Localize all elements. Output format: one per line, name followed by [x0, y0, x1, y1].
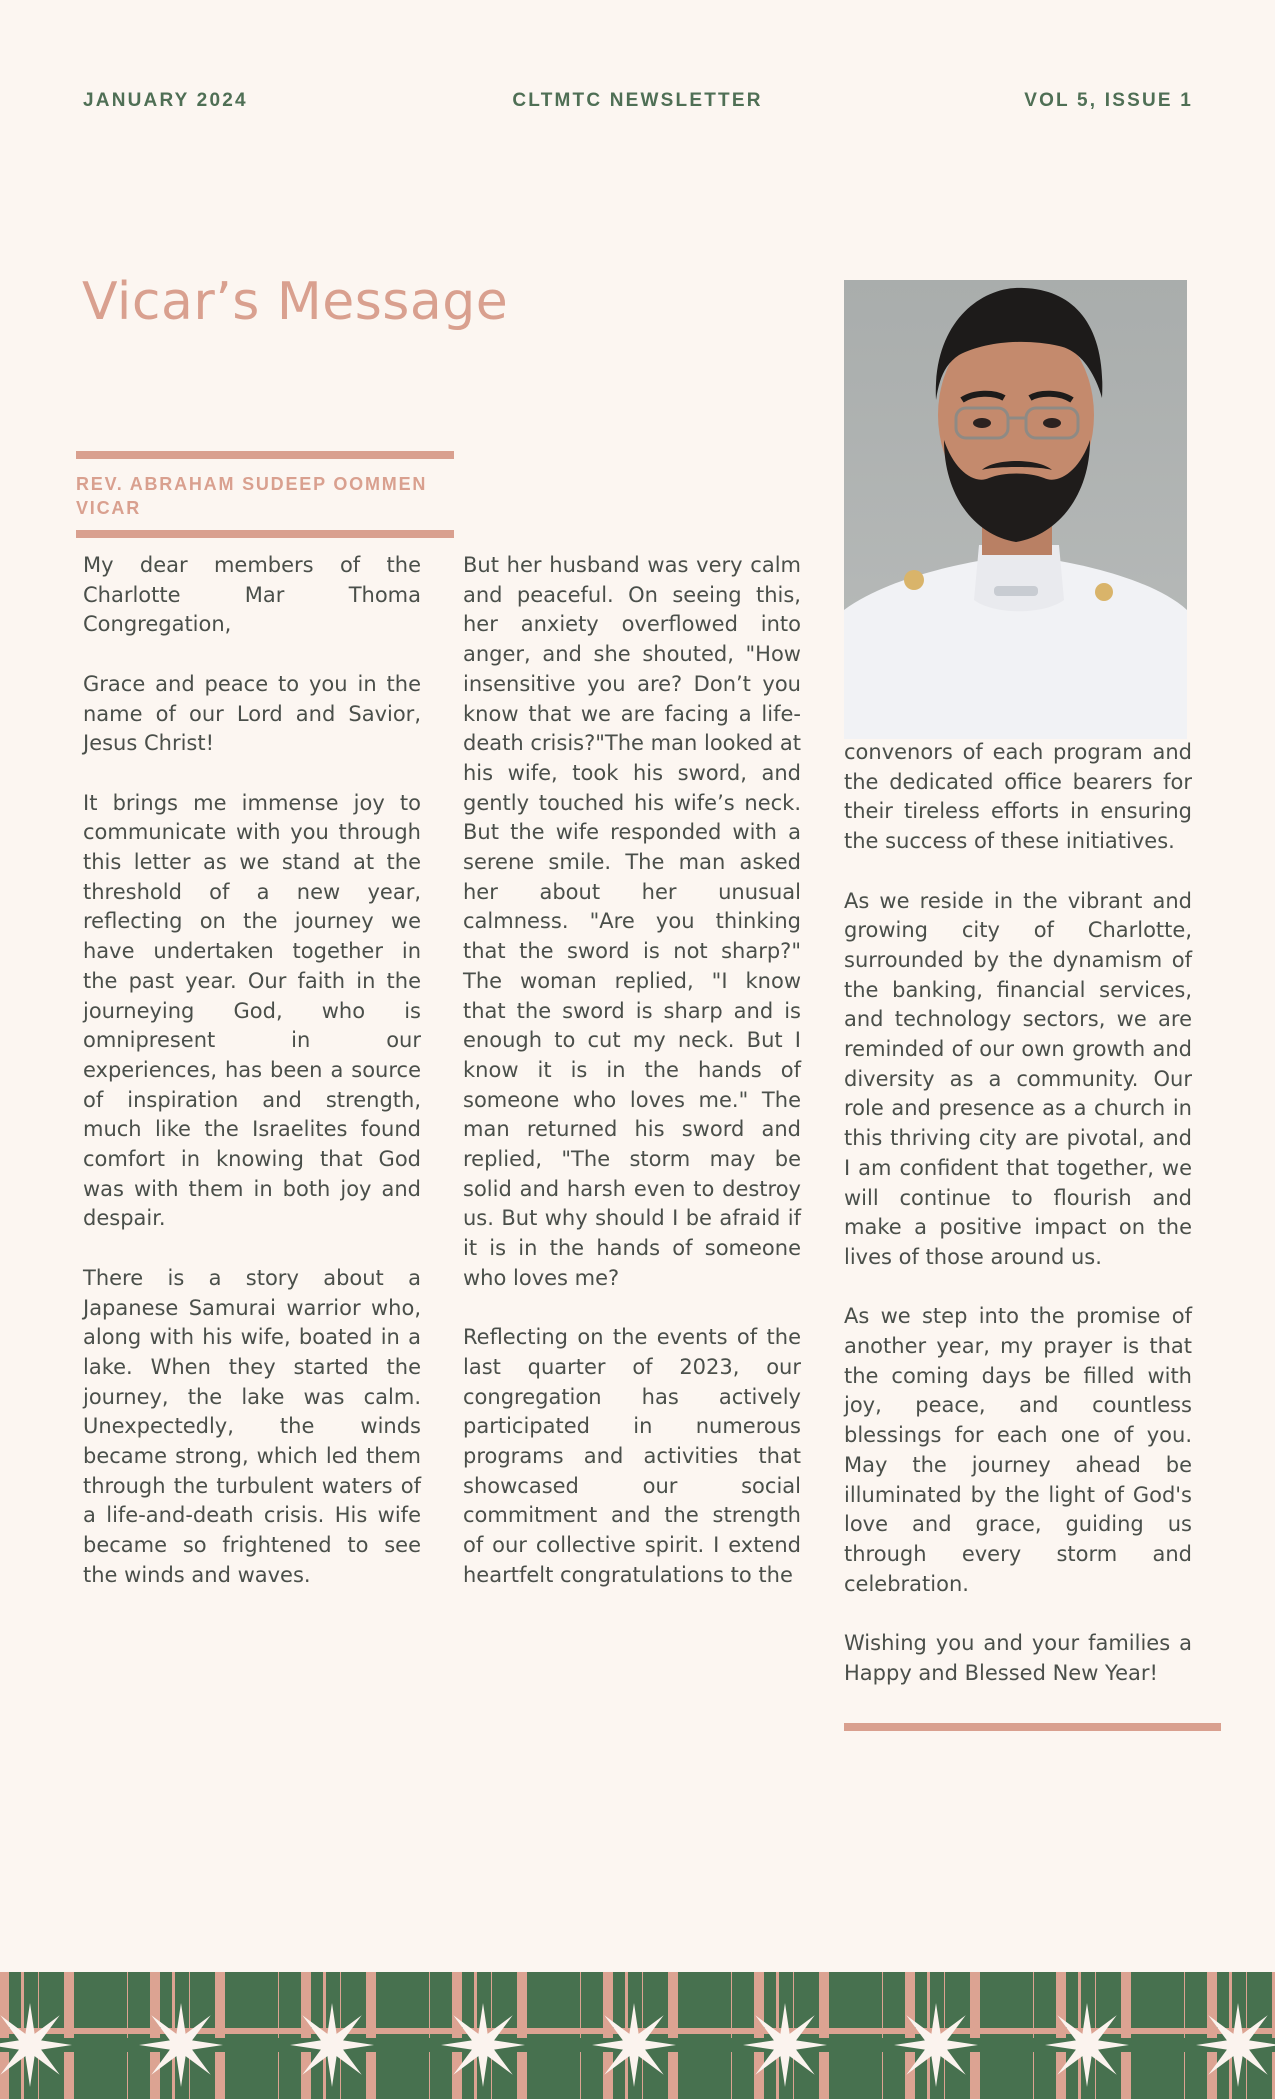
paragraph: But her husband was very calm and peaceful. On seeing this, her anxiety overflowed into anger, and she shouted, "How insensitive you are? Don’t you know that we are facing a life-death crisis?"The man looked at his wife, took his sword, and gently touched his wife’s neck. But the wife responded with a serene smile. The man asked her about her unusual calmness. "Are you thinking that the sword is not sharp?" The woman replied, "I know that the sword is sharp and is enough to cut my neck. But I know it is in the hands of someone who loves me." The man returned his sword and replied, "The storm may be solid and harsh even to destroy us. But why should I be afraid if it is in the hands of someone who loves me? [463, 553, 801, 1290]
pattern-pink-stripe [1207, 1972, 1217, 2099]
pattern-green-block [643, 1972, 731, 2099]
paragraph: As we step into the promise of another year, my prayer is that the coming days be filled with joy, peace, and countless blessings for each one of you. May the journey ahead be illuminated by the light of God's love and grace, guiding us through every storm and celebration. [844, 1304, 1192, 1596]
byline [76, 472, 456, 520]
pattern-svg [0, 1972, 1275, 2099]
paragraph: convenors of each program and the dedicated office bearers for their tireless efforts in ensuring the success of these initiatives. [844, 740, 1192, 854]
paragraph: Grace and peace to you in the name of our Lord and Savior, Jesus Christ! [83, 671, 421, 756]
pattern-pink-stripe [366, 1972, 376, 2099]
pattern-green-block [945, 1972, 1033, 2099]
pattern-pink-stripe [970, 1972, 980, 2099]
decorative-footer-pattern [0, 1972, 1275, 2099]
newsletter-name: CLTMTC NEWSLETTER [512, 90, 763, 111]
pattern-pink-stripe [905, 1972, 915, 2099]
pattern-pink-stripe [215, 1972, 225, 2099]
paragraph: Wishing you and your families a Happy and Blessed New Year! [844, 1631, 1192, 1685]
vicar-portrait-photo [844, 280, 1187, 739]
pattern-green-block [190, 1972, 278, 2099]
article-column-2 [463, 551, 801, 1591]
paragraph: My dear members of the Charlotte Mar Thoma Congregation, [83, 553, 421, 637]
paragraph: It brings me immense joy to communicate with you through this letter as we stand at the threshold of a new year, reflecting on the journey we have undertaken together in the past year. Our faith in the journeying God, who is omnipresent in our experiences, has been a source of inspiration and strength, much like the Israelites found comfort in knowing that God was with them in both joy and despair. [83, 790, 421, 1231]
author-name: REV. ABRAHAM SUDEEP OOMMEN [76, 474, 428, 494]
closing-rule [844, 1723, 1221, 1731]
pattern-pink-stripe [517, 1972, 527, 2099]
pattern-green-block [39, 1972, 127, 2099]
pattern-green-block [341, 1972, 429, 2099]
pattern-pink-stripe [1121, 1972, 1131, 2099]
article-column-1 [83, 551, 421, 1591]
star-icon [441, 2003, 525, 2087]
byline-bottom-rule [76, 530, 454, 538]
author-role: VICAR [76, 498, 142, 518]
pattern-pink-stripe [150, 1972, 160, 2099]
pattern-green-block [794, 1972, 882, 2099]
issue-date: JANUARY 2024 [83, 90, 248, 111]
page-title: Vicar’s Message [82, 272, 509, 332]
pattern-pink-stripe [603, 1972, 613, 2099]
pattern-green-block [1096, 1972, 1184, 2099]
portrait-illustration [844, 280, 1187, 739]
star-icon [1045, 2003, 1129, 2087]
paragraph: There is a story about a Japanese Samurai warrior who, along with his wife, boated in a lake. When they started the journey, the lake was calm. Unexpectedly, the winds became strong, which led them through the turbulent waters of a life-and-death crisis. His wife became so frightened to see the winds and waves. [83, 1265, 421, 1587]
pattern-pink-stripe [668, 1972, 678, 2099]
pattern-pink-stripe [819, 1972, 829, 2099]
star-icon [139, 2003, 223, 2087]
star-icon [290, 2003, 374, 2087]
star-icon [592, 2003, 676, 2087]
article-column-3 [844, 738, 1192, 1688]
issue-number: VOL 5, ISSUE 1 [1024, 90, 1193, 111]
pattern-pink-stripe [1056, 1972, 1066, 2099]
paragraph: Reflecting on the events of the last quarter of 2023, our congregation has actively participated in numerous programs and activities that showcased our social commitment and the strength of our collective spirit. I extend heartfelt congratulations to the [463, 1325, 801, 1587]
pattern-pink-stripe [754, 1972, 764, 2099]
pattern-pink-stripe [0, 1972, 9, 2099]
byline-top-rule [76, 451, 454, 459]
star-icon [894, 2003, 978, 2087]
pattern-pink-stripe [64, 1972, 74, 2099]
pattern-pink-stripe [452, 1972, 462, 2099]
pattern-pink-stripe [301, 1972, 311, 2099]
star-icon [743, 2003, 827, 2087]
paragraph: As we reside in the vibrant and growing city of Charlotte, surrounded by the dynamism of the banking, financial services, and technology sectors, we are reminded of our own growth and diversity as a community. Our role and presence as a church in this thriving city are pivotal, and I am confident that together, we will continue to flourish and make a positive impact on the lives of those around us. [844, 888, 1192, 1269]
pattern-green-block [492, 1972, 580, 2099]
